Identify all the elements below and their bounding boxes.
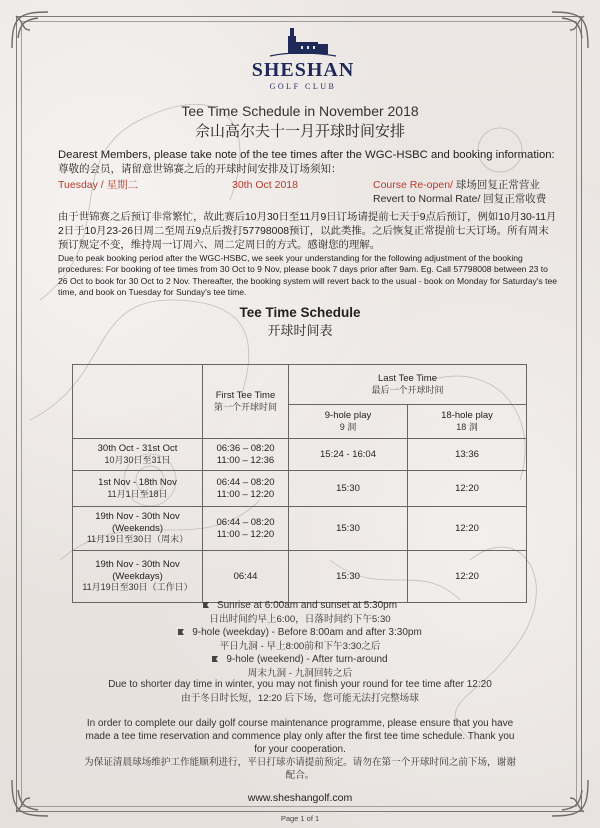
period-en: 30th Oct - 31st Oct [97, 443, 178, 454]
booking-paragraph-en: Due to peak booking period after the WGC-HSBC, we seek your understanding for the following adjustment of the booking procedures: For booking of tee times from 30 Oct to 9 Nov, please book 7 days prior after 9am. Eg. Call 57798008 between 23 to 26 Oct to book for 30 Oct to 2 Nov. Thereafter, the booking system will revert back to the usual - book on Monday for Saturday's tee time, and book on Tuesday for Sunday's tee time. [58, 253, 558, 297]
eighteen-hole-cell: 12:20 [408, 471, 527, 507]
weekend-note [0, 654, 600, 679]
castle-icon [268, 22, 338, 58]
period-cn: 10月30日至31日 [104, 454, 171, 465]
page-number: Page 1 of 1 [280, 814, 320, 823]
intro-cn: 尊敬的会员，请留意世锦赛之后的开球时间安排及订场须知： [58, 163, 342, 175]
table-row [73, 507, 527, 551]
eighteen-hole-cn: 18 洞 [456, 421, 478, 432]
page-title-cn: 佘山高尔夫十一月开球时间安排 [194, 123, 405, 140]
schedule-title-cn: 开球时间表 [267, 323, 333, 338]
weekday-note-en: 9-hole (weekday) - Before 8:00am and after 3:30pm [192, 627, 422, 638]
nine-hole-en: 9-hole play [324, 410, 372, 421]
table-row [73, 471, 527, 507]
eighteen-hole-en: 18-hole play [441, 410, 493, 421]
corner-ornament-icon [8, 8, 54, 54]
eighteen-hole-cell: 13:36 [408, 439, 527, 471]
table-header-period [73, 365, 203, 439]
last-tee-en: Last Tee Time [378, 373, 437, 384]
first-tee-morning: 06:44 – 08:20 [216, 477, 275, 488]
date-label: 30th Oct 2018 [232, 179, 298, 191]
winter-note-cn: 由于冬日时长短，12:20 后下场，您可能无法打完整场球 [181, 693, 419, 704]
winter-note-en: Due to shorter day time in winter, you may not finish your round for tee time after 12:20 [108, 679, 492, 690]
first-tee-morning: 06:44 [233, 570, 258, 582]
weekend-note-cn: 周末九洞 - 九洞回转之后 [247, 668, 353, 679]
revert-en: Revert to Normal Rate/ [373, 193, 481, 205]
club-logo [248, 22, 358, 91]
first-tee-cell [203, 471, 289, 507]
first-tee-cell [203, 507, 289, 551]
table-header-row [73, 365, 527, 405]
flag-bullet-icon [203, 601, 213, 609]
weekend-note-en: 9-hole (weekend) - After turn-around [226, 654, 388, 665]
first-tee-en: First Tee Time [215, 390, 276, 401]
period-cell [73, 551, 203, 603]
closing-text [80, 717, 520, 782]
reopen-cn: 球场回复正常营业 [455, 179, 540, 191]
day-en: Tuesday [58, 179, 98, 191]
first-tee-cn: 第一个开球时间 [213, 401, 277, 412]
reopen-label [373, 178, 546, 206]
first-tee-cell [203, 551, 289, 603]
revert-cn: 回复正常收费 [483, 193, 547, 205]
first-tee-morning: 06:44 – 08:20 [216, 517, 275, 528]
nine-hole-cell: 15:30 [289, 471, 408, 507]
nine-hole-cn: 9 洞 [339, 421, 357, 432]
website-link[interactable]: www.sheshangolf.com [247, 792, 353, 804]
day-label: Tuesday / 星期二 [58, 179, 139, 191]
first-tee-midday: 11:00 – 12:36 [216, 454, 275, 466]
flag-bullet-icon [178, 628, 188, 636]
tee-time-table [72, 364, 527, 603]
eighteen-hole-cell: 12:20 [408, 507, 527, 551]
logo-subtitle: GOLF CLUB [269, 82, 337, 91]
period-en-note: (Weekdays) [112, 570, 163, 582]
table-header-nine [289, 405, 408, 439]
day-cn: 星期二 [106, 179, 139, 191]
sun-note [0, 600, 600, 625]
period-cell [73, 507, 203, 551]
period-en: 19th Nov - 30th Nov [95, 559, 180, 571]
sun-note-en: Sunrise at 6:00am and sunset at 5:30pm [216, 600, 398, 611]
corner-ornament-icon [546, 8, 592, 54]
intro-en: Dearest Members, please take note of the tee times after the WGC-HSBC and booking information: [58, 149, 555, 161]
table-header-last-tee [289, 365, 527, 405]
reopen-en: Course Re-open/ [373, 179, 453, 191]
period-cell [73, 439, 203, 471]
schedule-title: Tee Time Schedule [239, 305, 361, 320]
period-en: 19th Nov - 30th Nov [95, 511, 180, 523]
nine-hole-cell: 15:30 [289, 551, 408, 603]
nine-hole-cell: 15:24 - 16:04 [289, 439, 408, 471]
table-header-eighteen [408, 405, 527, 439]
winter-note [0, 679, 600, 704]
weekday-note [0, 627, 600, 652]
period-cell [73, 471, 203, 507]
period-cn: 11月19日至30日（工作日） [82, 582, 193, 593]
table-row [73, 439, 527, 471]
period-cn: 11月1日至18日 [107, 488, 168, 499]
period-cn: 11月19日至30日（周末） [86, 534, 189, 545]
eighteen-hole-cell: 12:20 [408, 551, 527, 603]
table-header-first-tee [203, 365, 289, 439]
last-tee-cn: 最后一个开球时间 [371, 384, 444, 395]
closing-cn: 为保证清晨球场维护工作能顺利进行，平日打球亦请提前预定。请勿在第一个开球时间之前下场，谢谢配合。 [84, 757, 516, 781]
sun-note-cn: 日出时间约早上6:00，日落时间约下午5:30 [209, 614, 391, 625]
weekday-note-cn: 平日九洞 - 早上8:00前和下午3:30之后 [219, 641, 381, 652]
nine-hole-cell: 15:30 [289, 507, 408, 551]
flag-bullet-icon [212, 655, 222, 663]
booking-paragraph-cn: 由于世锦赛之后预订非常繁忙，故此赛后10月30日至11月9日订场请提前七天于9点后预订，例如10月30-11月2日于10月23-26日周二至周五9点后拨打57798008预订，以此类推。之后恢复正常提前七天订场。所有周末预订规定不变，维持周一订周六、周二定周日的方式。感谢您的理解。 [58, 212, 557, 251]
intro-text [58, 148, 558, 176]
period-en-note: (Weekends) [111, 522, 164, 534]
period-en: 1st Nov - 18th Nov [98, 477, 177, 488]
logo-name: SHESHAN [251, 59, 355, 81]
closing-en: In order to complete our daily golf course maintenance programme, please ensure that you have made a tee time reservation and commence play only after the first tee time schedule. Thank you for your cooperation. [85, 718, 515, 755]
first-tee-midday: 11:00 – 12:20 [216, 528, 275, 540]
first-tee-midday: 11:00 – 12:20 [216, 488, 275, 500]
first-tee-morning: 06:36 – 08:20 [216, 443, 275, 454]
first-tee-cell [203, 439, 289, 471]
table-row [73, 551, 527, 603]
page-title: Tee Time Schedule in November 2018 [181, 103, 419, 119]
